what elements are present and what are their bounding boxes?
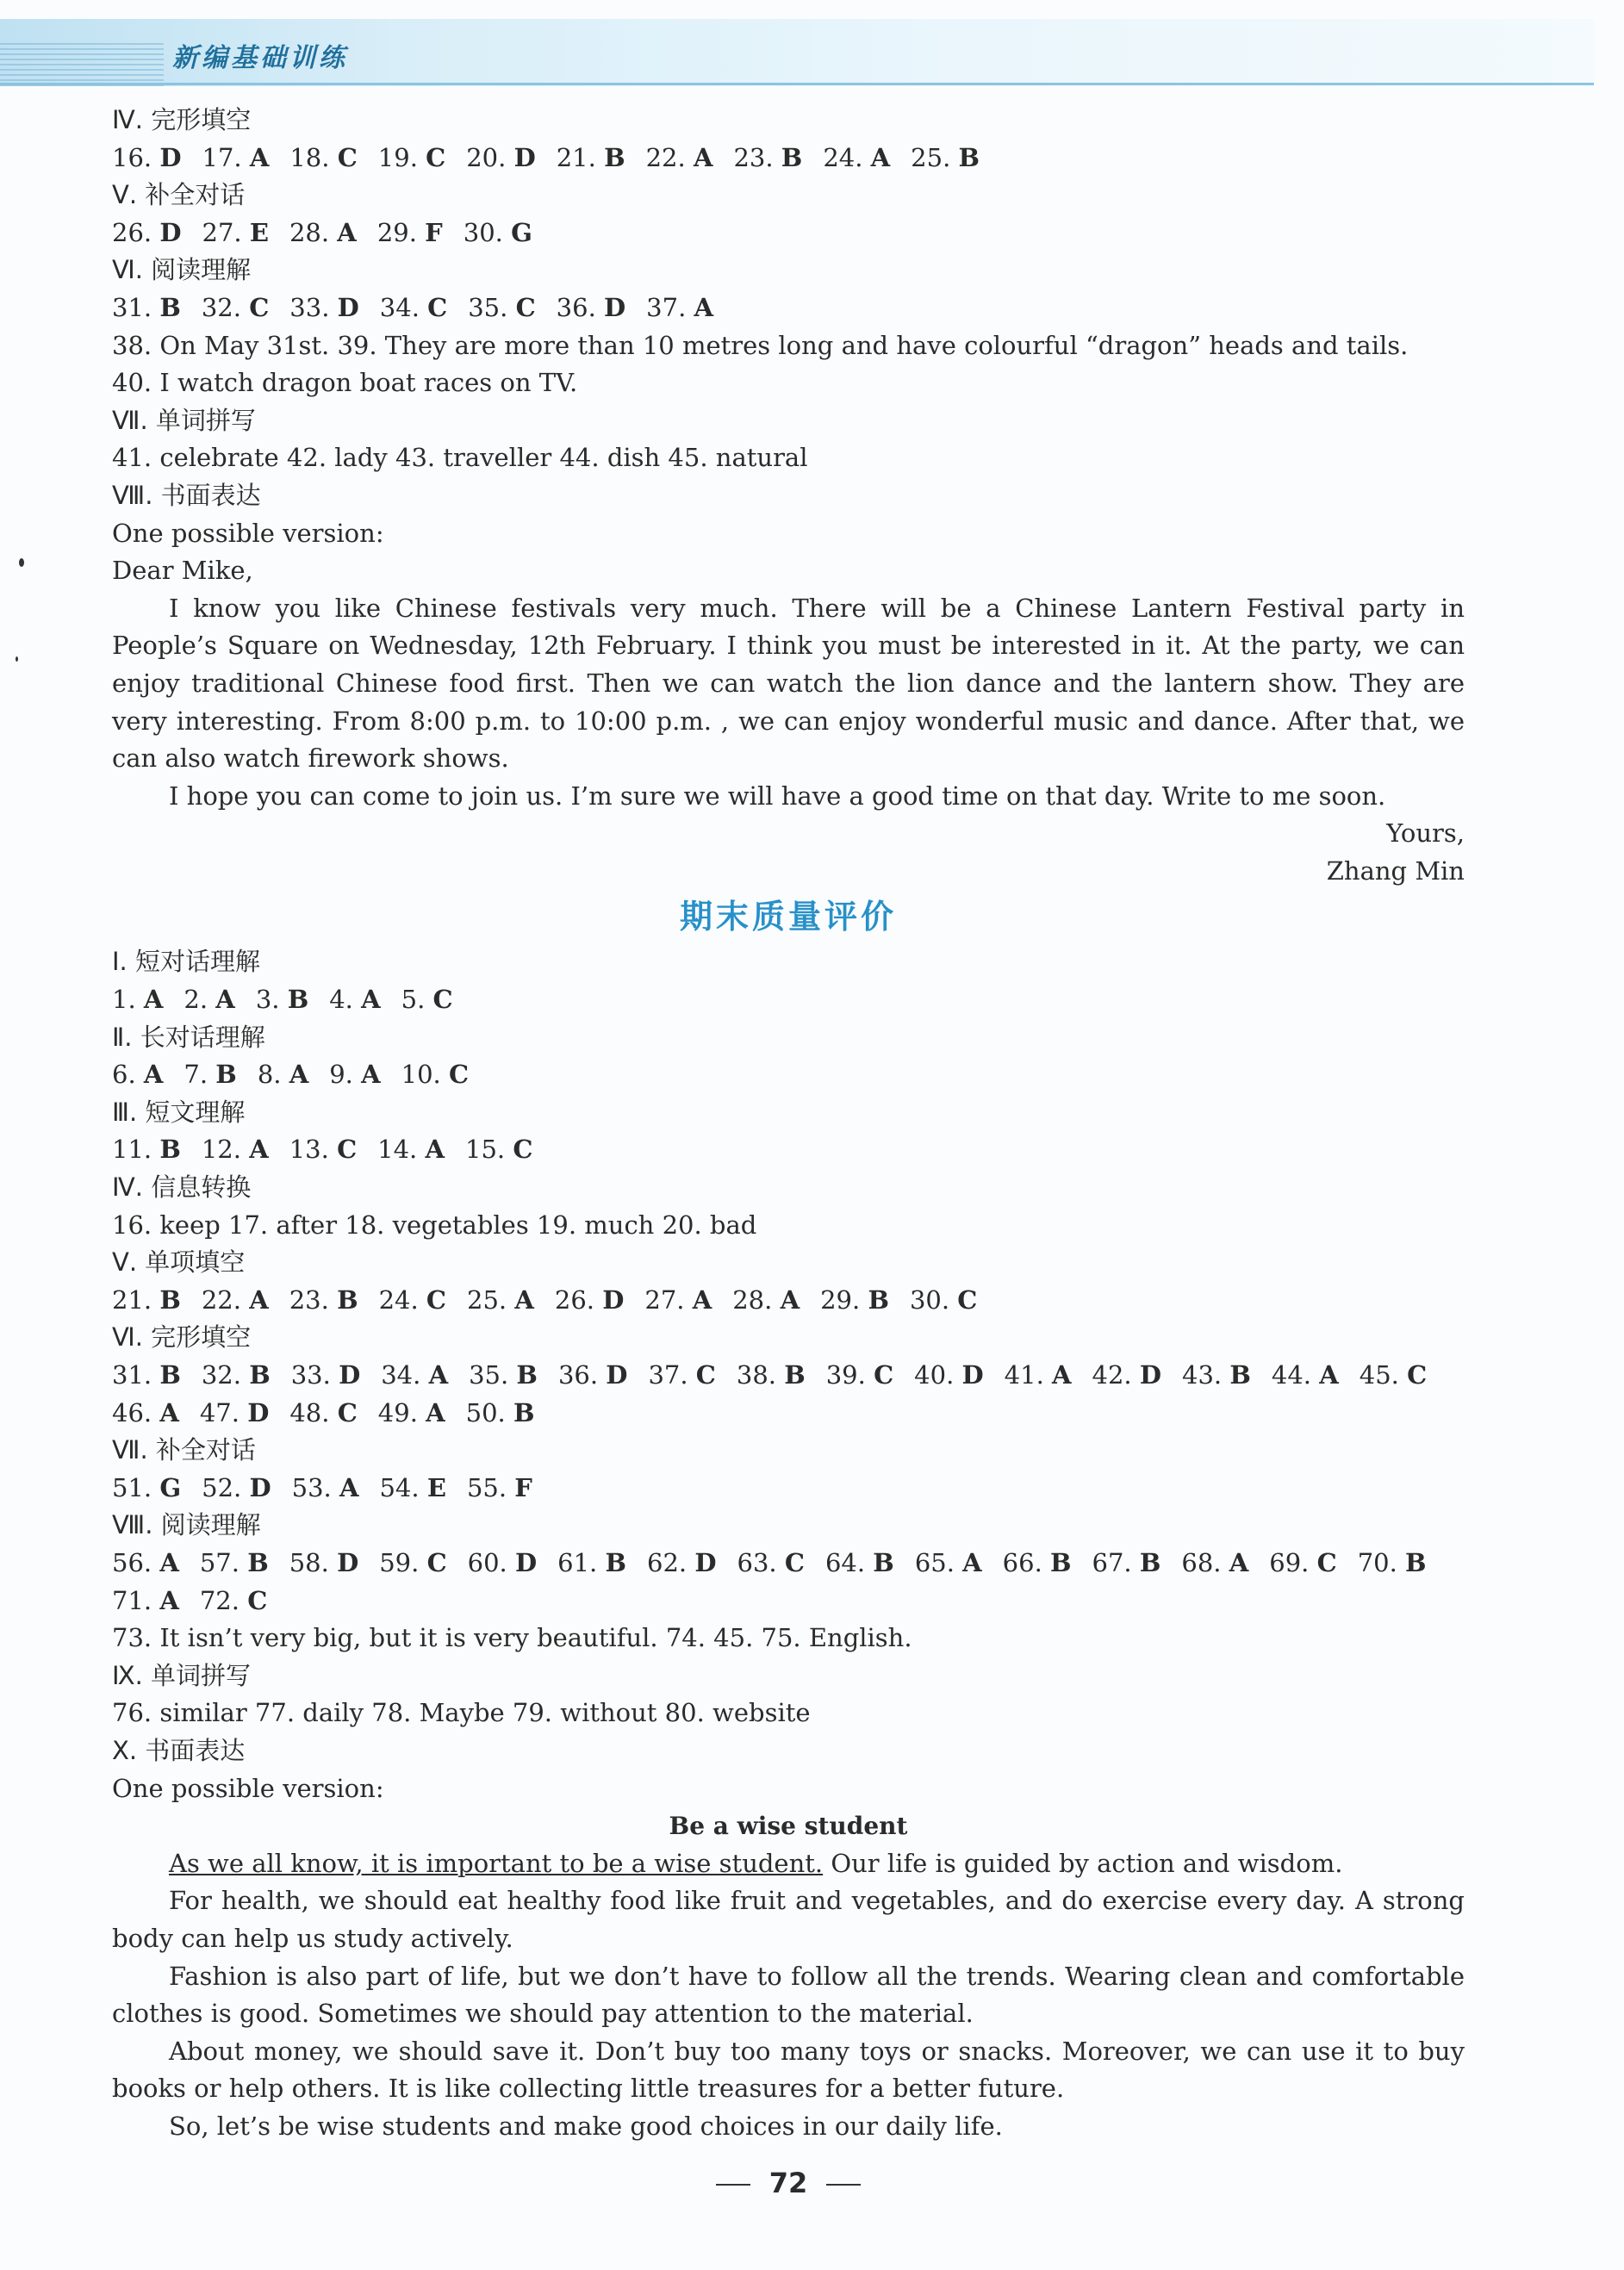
answer-item: 44. A (1271, 1360, 1339, 1390)
writing-intro: One possible version: (112, 518, 384, 548)
answer-item: 64. B (824, 1547, 894, 1577)
answer-item: 66. B (1002, 1547, 1072, 1577)
answer-item: 31. B (112, 1360, 181, 1390)
answer-item: 21. B (112, 1284, 181, 1315)
answer-item: 10. C (401, 1060, 470, 1090)
answer-item: 9. A (329, 1060, 381, 1090)
answer-item: 24. C (378, 1284, 447, 1315)
answer-item: 24. A (823, 142, 891, 172)
header-decoration (0, 43, 164, 86)
answer-item: 14. A (377, 1135, 445, 1165)
answer-item: 54. E (379, 1472, 446, 1502)
answer-row (112, 1357, 1465, 1395)
answer-text: 76. similar 77. daily 78. Maybe 79. without 80. website (112, 1698, 811, 1728)
answer-item: 17. A (202, 142, 270, 172)
answer-item: 58. D (289, 1547, 359, 1577)
essay-paragraph (112, 1845, 1465, 1883)
answer-item: 65. A (914, 1547, 982, 1577)
answer-item: 3. B (255, 985, 309, 1015)
section-heading: Ⅱ. 长对话理解 (112, 1022, 265, 1052)
dash-right (826, 2184, 861, 2186)
section-heading: Ⅰ. 短对话理解 (112, 947, 260, 977)
section-heading: Ⅸ. 单词拼写 (112, 1660, 252, 1690)
section-heading: Ⅳ. 完形填空 (112, 105, 252, 134)
answer-item: 4. A (329, 985, 381, 1015)
answer-row (112, 289, 1465, 327)
answer-item: 68. A (1181, 1547, 1249, 1577)
answer-text: 16. keep 17. after 18. vegetables 19. much 20. bad (112, 1210, 757, 1240)
answer-item: 53. A (291, 1472, 359, 1502)
essay-title: Be a wise student (669, 1812, 908, 1841)
answer-item: 34. A (381, 1360, 449, 1390)
answer-item: 25. A (467, 1284, 534, 1315)
letter-closing: Yours, (1386, 818, 1465, 849)
answer-item: 67. B (1092, 1547, 1161, 1577)
section-heading: Ⅴ. 单项填空 (112, 1247, 246, 1278)
page-number (0, 2167, 1577, 2199)
page-number-value: 72 (768, 2167, 808, 2199)
answer-item: 71. A (112, 1585, 179, 1615)
answer-item: 23. B (289, 1284, 358, 1315)
margin-mark (16, 656, 18, 662)
header-title: 新编基础训练 (172, 43, 348, 73)
answer-item: 60. D (467, 1547, 538, 1577)
answer-row (112, 1056, 1465, 1094)
answer-item: 16. D (112, 142, 182, 172)
answer-item: 36. D (557, 1360, 628, 1390)
section-heading: Ⅶ. 补全对话 (112, 1435, 256, 1465)
letter-salutation: Dear Mike, (112, 556, 253, 586)
section-heading: Ⅴ. 补全对话 (112, 180, 246, 210)
section-heading: Ⅲ. 短文理解 (112, 1097, 246, 1127)
section-heading: Ⅳ. 信息转换 (112, 1172, 252, 1203)
underlined-sentence: As we all know, it is important to be a wise student. (169, 1848, 824, 1878)
answer-item: 28. A (732, 1284, 800, 1315)
answer-item: 21. B (556, 142, 625, 172)
answer-item: 33. D (289, 292, 359, 322)
answer-item: 29. B (820, 1284, 889, 1315)
answer-row (112, 981, 1465, 1019)
letter-signature: Zhang Min (1326, 855, 1465, 886)
margin-mark (19, 558, 24, 567)
answer-item: 72. C (199, 1585, 268, 1615)
answer-item: 12. A (201, 1135, 269, 1165)
essay-text: Our life is guided by action and wisdom. (823, 1848, 1343, 1878)
essay-paragraph: So, let’s be wise students and make good choices in our daily life. (169, 2111, 1003, 2141)
answer-item: 19. C (377, 142, 446, 172)
answer-item: 26. D (554, 1284, 625, 1315)
answer-item: 36. D (556, 292, 626, 322)
dash-left (716, 2184, 750, 2186)
answer-item: 23. B (733, 142, 803, 172)
section-heading: Ⅶ. 单词拼写 (112, 405, 256, 435)
answer-row (112, 1470, 1465, 1508)
answer-item: 55. F (466, 1472, 532, 1502)
answer-item: 29. F (376, 217, 443, 247)
answer-item: 37. A (646, 292, 714, 322)
answer-item: 11. B (112, 1135, 181, 1165)
answer-item: 61. B (557, 1547, 627, 1577)
answer-item: 40. D (914, 1360, 984, 1390)
section-heading: Ⅷ. 书面表达 (112, 480, 261, 510)
letter-paragraph: I know you like Chinese festivals very much. There will be a Chinese Lantern Festival party in People’s Square on Wednesday, 12th February. I think you must be interested in it. At the party, we can enjoy traditional Chinese food first. Then we can watch the lion dance and the lantern show. They are very interesting. From 8:00 p.m. to 10:00 p.m. , we can enjoy wonderful music and dance. After that, we can also watch firework shows. (112, 593, 1465, 774)
answer-item: 63. C (737, 1547, 805, 1577)
section-title: 期末质量评价 (679, 898, 897, 936)
answer-item: 41. A (1004, 1360, 1072, 1390)
answer-row (112, 1131, 1465, 1169)
answer-item: 59. C (379, 1547, 447, 1577)
answer-row (112, 1395, 1465, 1433)
answer-item: 34. C (379, 292, 448, 322)
answer-item: 25. B (911, 142, 980, 172)
section-heading: Ⅵ. 阅读理解 (112, 255, 252, 285)
answer-item: 5. C (401, 985, 453, 1015)
answer-item: 56. A (112, 1547, 179, 1577)
answer-item: 62. D (647, 1547, 717, 1577)
answer-item: 57. B (199, 1547, 269, 1577)
answer-row (112, 1583, 1465, 1620)
answer-item: 47. D (199, 1397, 270, 1427)
header-rule (0, 83, 1594, 85)
section-heading: Ⅹ. 书面表达 (112, 1735, 246, 1765)
answer-item: 48. C (289, 1397, 358, 1427)
answer-item: 33. D (290, 1360, 361, 1390)
answer-item: 28. A (289, 217, 357, 247)
answer-text: 38. On May 31st. 39. They are more than 10 metres long and have colourful “dragon” heads and tails. (112, 330, 1409, 360)
answer-item: 37. C (648, 1360, 716, 1390)
writing-intro: One possible version: (112, 1773, 384, 1803)
answer-item: 32. C (201, 292, 270, 322)
page-content (112, 102, 1465, 2145)
answer-item: 1. A (112, 985, 164, 1015)
answer-item: 35. B (469, 1360, 538, 1390)
essay-paragraph: Fashion is also part of life, but we don’t have to follow all the trends. Wearing clean and comfortable clothes is good. Sometimes we should pay attention to the material. (112, 1961, 1465, 2029)
answer-item: 69. C (1269, 1547, 1337, 1577)
section-heading: Ⅷ. 阅读理解 (112, 1510, 261, 1540)
answer-item: 51. G (112, 1472, 182, 1502)
answer-item: 26. D (112, 217, 182, 247)
answer-item: 30. C (909, 1284, 978, 1315)
answer-item: 35. C (468, 292, 536, 322)
answer-item: 32. B (201, 1360, 271, 1390)
essay-paragraph: About money, we should save it. Don’t buy too many toys or snacks. Moreover, we can use it to buy books or help others. It is like collecting little treasures for a better future. (112, 2036, 1465, 2104)
answer-item: 15. C (465, 1135, 533, 1165)
answer-item: 27. E (202, 217, 269, 247)
answer-item: 38. B (736, 1360, 806, 1390)
answer-item: 49. A (377, 1397, 445, 1427)
answer-row (112, 1545, 1465, 1583)
answer-item: 39. C (825, 1360, 894, 1390)
answer-item: 18. C (289, 142, 358, 172)
answer-item: 30. G (463, 217, 532, 247)
answer-item: 42. D (1092, 1360, 1162, 1390)
answer-item: 27. A (644, 1284, 712, 1315)
section-heading: Ⅵ. 完形填空 (112, 1322, 252, 1353)
answer-item: 45. C (1359, 1360, 1428, 1390)
answer-text: 41. celebrate 42. lady 43. traveller 44. dish 45. natural (112, 443, 808, 473)
letter-paragraph: I hope you can come to join us. I’m sure we will have a good time on that day. Write to me soon. (169, 781, 1386, 811)
answer-item: 43. B (1182, 1360, 1251, 1390)
answer-row (112, 1282, 1465, 1320)
answer-item: 20. D (466, 142, 536, 172)
answer-item: 22. A (645, 142, 713, 172)
answer-item: 70. B (1357, 1547, 1427, 1577)
answer-item: 6. A (112, 1060, 164, 1090)
answer-row (112, 215, 1465, 252)
answer-item: 50. B (465, 1397, 535, 1427)
answer-item: 52. D (202, 1472, 271, 1502)
answer-item: 8. A (257, 1060, 309, 1090)
answer-item: 46. A (112, 1397, 179, 1427)
answer-text: 73. It isn’t very big, but it is very beautiful. 74. 45. 75. English. (112, 1623, 912, 1653)
answer-item: 2. A (184, 985, 235, 1015)
answer-item: 13. C (289, 1135, 358, 1165)
answer-item: 31. B (112, 292, 181, 322)
essay-paragraph: For health, we should eat healthy food like fruit and vegetables, and do exercise every day. A strong body can help us study actively. (112, 1886, 1465, 1953)
answer-item: 22. A (201, 1284, 269, 1315)
answer-text: 40. I watch dragon boat races on TV. (112, 368, 578, 398)
answer-row (112, 140, 1465, 177)
answer-item: 7. B (184, 1060, 237, 1090)
